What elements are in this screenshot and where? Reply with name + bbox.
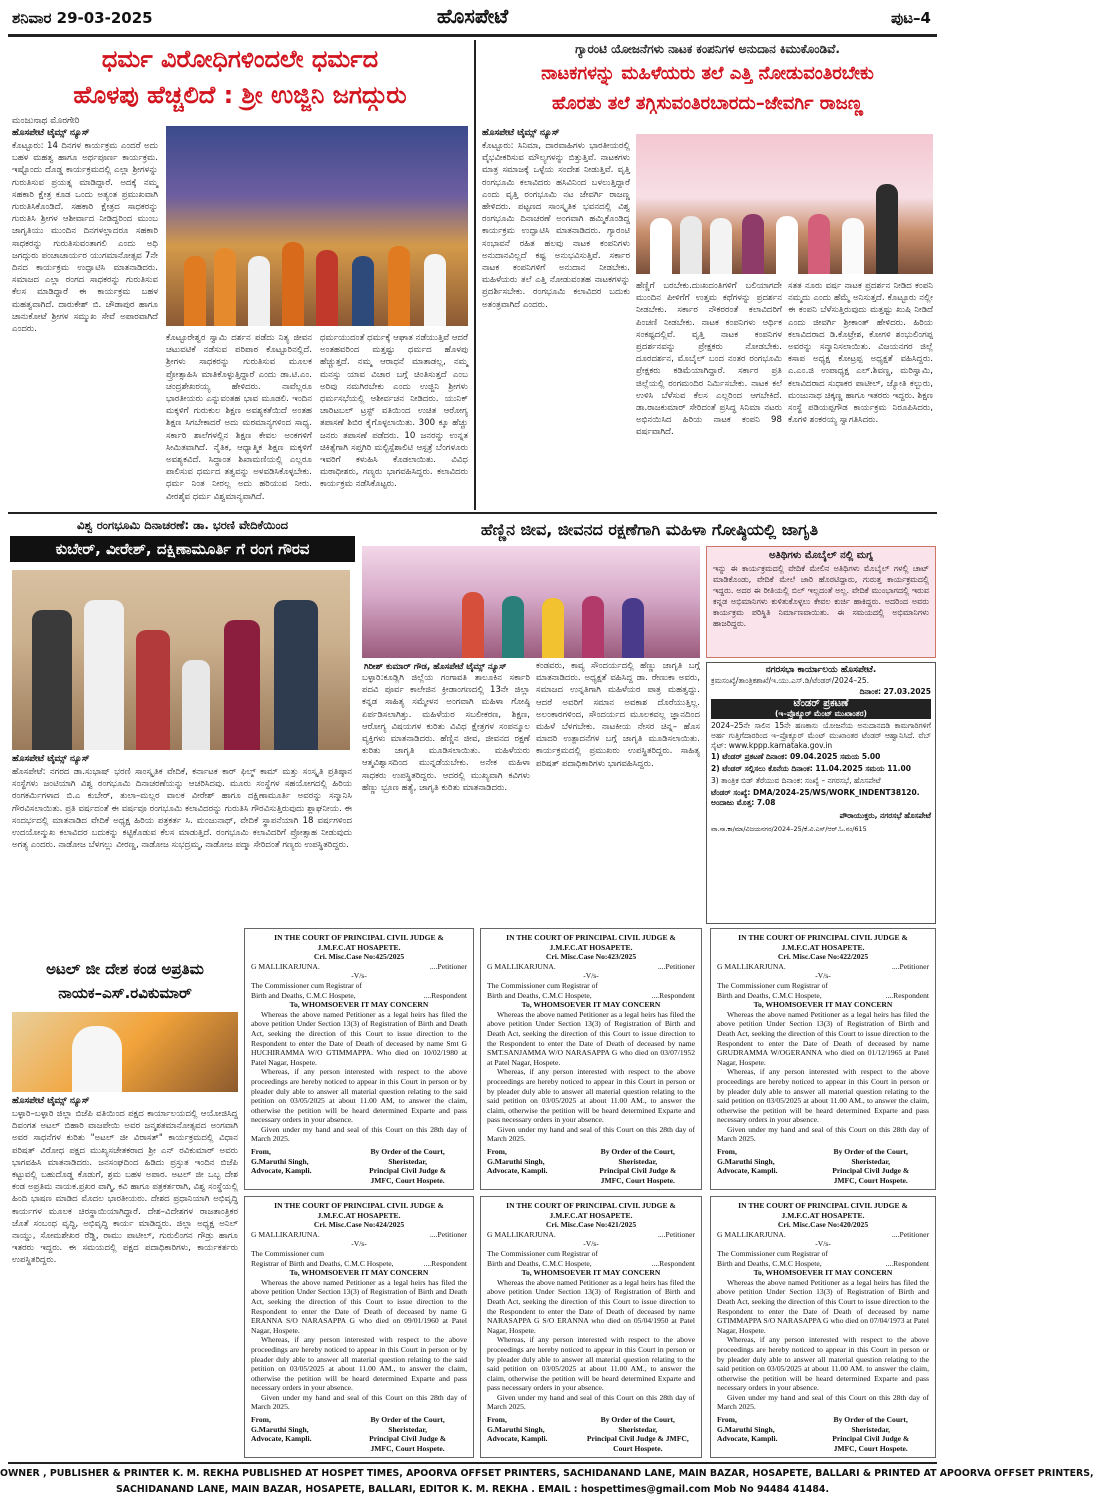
notice-vs: -V/s- bbox=[351, 971, 367, 981]
tender-body: 2024–25ನೇ ಸಾಲಿನ 15ನೇ ಹಣಕಾಸು ಯೋಜನೆಯ ಅನುದಾನದಡಿ ಕಾಮಗಾರಿಗಳಿಗೆ ಅರ್ಹ ಗುತ್ತಿಗೆದಾರರಿಂದ ಇ–ಪ್ರೊಕ್ಯೂರ್ ಮೆಂಟ್ ಮುಖಾಂತರ ಟೆಂಡರ್ ಆಹ್ವಾನಿಸಿದೆ. ವೆಬ್ ಸೈಟ್: www.kppp.karnataka.gov.in bbox=[711, 721, 931, 750]
notice-respondent-tag: ....Respondent bbox=[885, 1258, 929, 1268]
notice-body: Whereas the above named Petitioner as a legal heirs has filed the above petition Under Section 13(3) of Registration of Birth and Death Act, seeking the direction of this Court to issue direction to the Respondent to enter the Date of Death of deceased by name NARASAPPA G S/O ERANNA who died on 05/04/1950 at Patel Nagar, Hospete. bbox=[487, 1277, 695, 1335]
notice-from: From, bbox=[487, 1147, 507, 1157]
notice-petitioner-tag: ....Petitioner bbox=[891, 1229, 929, 1239]
tender-row-3: 3) ತಾಂತ್ರಿಕ ಬಿಡ್ ತೆರೆಯುವ ದಿನಾಂಕ: ಸಂಖ್ಯೆ – ನಗರಸಭೆ, ಹೊಸಪೇಟೆ bbox=[711, 776, 881, 785]
story2-byline: ಹೊಸಪೇಟೆ ಟೈಮ್ಸ್ ನ್ಯೂಸ್ bbox=[482, 128, 560, 138]
notice-respondent-1: The Commissioner cum Registrar of bbox=[717, 1248, 828, 1258]
court-notice bbox=[480, 1196, 702, 1458]
footer-rule bbox=[8, 1462, 937, 1464]
sidebox bbox=[706, 546, 936, 658]
tender-footer: ವಾ.ಸಾ.ಕಾ/ಮಾ/ವಿಜಯನಗರ/2024–25/ಕೆ.ವಿ.ಎಸ್/ಆರ್.ಓ.ನಂ/615 bbox=[711, 825, 867, 833]
notice-body-2: Whereas, if any person interested with respect to the above proceedings are hereby noticed to appear in this Court in person or by pleader duly able to answer all material question relating to the said petition on 03/05/2025 at about 11.00 AM. to answer the claim, otherwise the petition will be heard determined Exparte and pass necessary orders in your absence. bbox=[717, 1335, 929, 1393]
story2-photo bbox=[636, 134, 933, 274]
notice-case-number: Cri. Misc.Case No:423/2025 bbox=[545, 952, 637, 962]
notice-whom: To, WHOMSOEVER IT MAY CONCERN bbox=[753, 1268, 893, 1278]
notice-respondent-2: Birth and Deaths, C.M.C Hospete, bbox=[487, 990, 592, 1000]
notice-advocate-2: Advocate, Kampli. bbox=[717, 1434, 778, 1444]
notice-sign-2: Principal Civil Judge & bbox=[599, 1166, 677, 1176]
sidebox-body: ಇನ್ನು ಈ ಕಾರ್ಯಕ್ರಮದಲ್ಲಿ ವೇದಿಕೆ ಮೇಲಿನ ಅತಿಥಿಗಳು ಮೊಬೈಲ್ ಗಳಲ್ಲಿ ಚಾಟ್ ಮಾಡಿಕೊಂಡು, ವೇದಿಕೆ ಮೇಲೆ ಜಾರಿ ಹೊರಟಿದ್ದಾರು, ಗುರುತ್ತ ಕಾರ್ಯಕ್ರಮದಲ್ಲಿ ಇದ್ದರು. ಅದರ ಈ ರೀತಿಯಲ್ಲಿ ಬಿಲ್ ಇಲ್ಲದಂತೆ ಅಲ್ಲ. ವೇದಿಕೆ ಮುಂಭಾಗದಲ್ಲಿ ಇರುವ ಕನ್ನಡ ಅಭಿಮಾನಿಗಳು ಕುಳಿತುಕೊಳ್ಳಲು ಕೇವಲ ಕುರ್ಚಿ ಹಾಕಿದ್ದರು. ಅದರಿಂದ ಅವರು ಕಾರ್ಯಕ್ರಮ ಪರಿಸ್ಥಿತಿ ನಿರ್ಮಾಣವಾಯಿತು. ಈ ಸಮಯದಲ್ಲಿ ಅಭಿಮಾನಿಗಳು ಹಾಜರಿದ್ದರು. bbox=[713, 564, 929, 628]
notice-respondent-1: The Commissioner cum Registrar of bbox=[717, 980, 828, 990]
notice-advocate-2: Advocate, Kampli. bbox=[251, 1434, 312, 1444]
notice-case-number: Cri. Misc.Case No:422/2025 bbox=[777, 952, 869, 962]
notice-petitioner: G MALLIKARJUNA. bbox=[251, 961, 320, 971]
masthead-rule bbox=[8, 34, 937, 37]
notice-body: Whereas the above named Petitioner as a legal heirs has filed the above petition Under Section 13(3) of Registration of Birth and Death Act, seeking the direction of this Court to issue direction to the Respondent to enter the Date of Death of deceased by name SMT.SANJAMMA W/O NARASAPPA G who died on 03/07/1952 at Patel Nagar, Hospete. bbox=[487, 1009, 695, 1067]
notice-by-order: By Order of the Court, bbox=[600, 1147, 675, 1157]
tender-row-2: 2) ಟೆಂಡರ್ ಸಲ್ಲಿಸಲು ಕೊನೆಯ ದಿನಾಂಕ: 11.04.2025 ಸಮಯ 11.00 bbox=[711, 764, 911, 773]
notice-petitioner: G MALLIKARJUNA. bbox=[487, 1229, 556, 1239]
notice-sign-2: Principal Civil Judge & bbox=[369, 1166, 447, 1176]
story2-headline-1: ನಾಟಕಗಳನ್ನು ಮಹಿಳೆಯರು ತಲೆ ಎತ್ತಿ ನೋಡುವಂತಿರಬೇಕು bbox=[541, 63, 874, 84]
court-notice bbox=[710, 928, 936, 1190]
notice-advocate-1: G.Maruthi Singh, bbox=[487, 1424, 545, 1434]
notice-court-2: J.M.F.C.AT HOSAPETE. bbox=[317, 1210, 401, 1220]
notice-petitioner: G MALLIKARJUNA. bbox=[251, 1229, 320, 1239]
notice-given: Given under my hand and seal of this Court on this 28th day of March 2025. bbox=[251, 1392, 467, 1412]
court-notice bbox=[244, 928, 474, 1190]
notice-by-order: By Order of the Court, bbox=[600, 1415, 675, 1425]
notice-respondent-2: Birth and Deaths, C.M.C Hospete, bbox=[487, 1258, 592, 1268]
notice-sign-2: Principal Civil Judge & bbox=[832, 1434, 910, 1444]
notice-court-1: IN THE COURT OF PRINCIPAL CIVIL JUDGE & bbox=[506, 1201, 676, 1210]
tender-notice bbox=[706, 662, 936, 924]
notice-whom: To, WHOMSOEVER IT MAY CONCERN bbox=[521, 1000, 661, 1010]
notice-from: From, bbox=[717, 1147, 737, 1157]
notice-respondent-2: Registrar of Birth and Deaths, C.M.C Hospete, bbox=[251, 1258, 394, 1268]
notice-body-2: Whereas, if any person interested with respect to the above proceedings are hereby noticed to appear in this Court in person or by pleader duly able to answer all material question relating to the said petition on 03/05/2025 at about 11.00 AM, to answer the claim, otherwise the petition will be heard determined Exparte and pass necessary orders in your absence. bbox=[251, 1067, 467, 1125]
notice-court-2: J.M.F.C.AT HOSAPETE. bbox=[549, 942, 633, 952]
column-rule-top bbox=[474, 40, 476, 510]
notice-respondent-2: Birth and Deaths, C.M.C Hospete, bbox=[717, 990, 822, 1000]
notice-sign-2: Principal Civil Judge & bbox=[369, 1434, 447, 1444]
notice-court-1: IN THE COURT OF PRINCIPAL CIVIL JUDGE & bbox=[274, 933, 444, 942]
notice-sign-2: Principal Civil Judge & bbox=[832, 1166, 910, 1176]
notice-given: Given under my hand and seal of this Court on this 28th day of March 2025. bbox=[487, 1124, 695, 1144]
story1-headline-1: ಧರ್ಮ ವಿರೋಧಿಗಳಿಂದಲೇ ಧರ್ಮದ bbox=[101, 45, 379, 73]
tender-office: ನಗರಸಭಾ ಕಾರ್ಯಾಲಯ ಹೊಸಪೇಟೆ. bbox=[765, 665, 877, 675]
notice-body-2: Whereas, if any person interested with respect to the above proceedings are hereby noticed to appear in this Court in person or by pleader duly able to answer all material question relating to the said petition on 03/05/2025 at about 11.00 AM., to answer the claim, otherwise the petition will be heard determined Exparte and pass necessary orders in your absence. bbox=[251, 1335, 467, 1393]
notice-sign-3: JMFC, Court Hospete. bbox=[833, 1175, 908, 1185]
notice-sign-2: Principal Civil Judge & JMFC, bbox=[586, 1434, 689, 1444]
notice-advocate-1: G.Maruthi Singh, bbox=[251, 1424, 309, 1434]
story4-body: ಬಳ್ಳಾರಿ–ಬಳ್ಳಾರಿ ಜಿಲ್ಲಾ ಬಿಜೆಪಿ ವತಿಯಿಂದ ಪಕ್ಷದ ಕಾರ್ಯಾಲಯದಲ್ಲಿ ಆಯೋಜಿಸಿದ್ದ ದಿವಂಗತ ಅಟಲ್ ಬಿಹಾರಿ ವಾಜಪೇಯಿ ಅವರ ಜನ್ಮಶತಮಾನೋತ್ಸವದ ಅಂಗವಾಗಿ ಅವರ ಸಾಧನೆಗಳ ಕುರಿತು "ಅಟಲ್ ಜೀ ವಿರಾಸತ್" ಕಾರ್ಯಕ್ರಮದಲ್ಲಿ ವಿಧಾನ ಪರಿಷತ್ ವಿರೋಧ ಪಕ್ಷದ ಮುಖ್ಯಸಚೇತಕರಾದ ಶ್ರೀ ಎನ್ ರವಿಕುಮಾರ್ ಅವರು ಭಾಗವಹಿಸಿ ಮಾತನಾಡಿದರು. ಜನಸಂಘದಿಂದ ಹಿಡಿದು ಪ್ರಸ್ತುತ ಇಂದಿನ ಬಿಜೆಪಿ ಕಟ್ಟುವಲ್ಲಿ ಬಹುದೊಡ್ಡ ಕೊಡುಗೆ, ಶ್ರಮ ಬಹಳ ಅಪಾರ. ಅಟಲ್ ಜೀ ಒಬ್ಬ ದೇಶ ಕಂಡ ಅಪ್ರತಿಮ ನಾಯಕ.ಪ್ರಖರ ವಾಗ್ಮಿ, ಕವಿ ಹಾಗೂ ಪತ್ರಕರ್ತರಾಗಿ, ವಿಶ್ವ ಸಂಸ್ಥೆಯಲ್ಲಿ ಹಿಂದಿ ಭಾಷಣ ಮಾಡಿದ ಮೊದಲ ಭಾರತೀಯರು. ದೇಶದ ಪ್ರಧಾನಿಯಾಗಿ ಅಭಿವೃದ್ಧಿ ಕಾರ್ಯಗಳ ಮೂಲಕ ಚಿರಸ್ಥಾಯಿಯಾಗಿದ್ದಾರೆ. ದೇಶ–ವಿದೇಶಗಳ ರಾಜತಾಂತ್ರಿಕರ ಜೊತೆ ಸಂಬಂಧ ವೃದ್ಧಿ, ಅಭಿವೃದ್ಧಿ ಕಾರ್ಯ ಮಾಡಿದ್ದರು. ಜಿಲ್ಲಾ ಅಧ್ಯಕ್ಷ ಅನಿಲ್ ನಾಯ್ಡು, ಸೋಮಶೇಖರ ರೆಡ್ಡಿ, ರಾಮು ಪಾಟೀಲ್, ಗುರುಲಿಂಗನ ಗೌಡ್ರು ಹಾಗೂ ಇತರರು ಇದ್ದರು. ಈ ಸಮಯದಲ್ಲಿ ಪಕ್ಷದ ಪದಾಧಿಕಾರಿಗಳು, ಕಾರ್ಯಕರ್ತರು ಉಪಸ್ಥಿತರಿದ್ದರು. bbox=[12, 1109, 238, 1266]
notice-vs: -V/s- bbox=[583, 1239, 599, 1249]
story1-col2: ಕೊಟ್ಟೂರೇಶ್ವರ ಸ್ವಾಮಿ ದರ್ಶನ ಪಡೆದು ನಿತ್ಯ ಜೀವನ ಚಟುವಟಿಕೆ ನಡೆಸುವ ಪರಿಪಾಠ ಕೊಟ್ಟೂರಿನಲ್ಲಿದೆ. ಶ್ರೀಗಳು ಸಾಧಕರನ್ನು ಗುರುತಿಸುವ ಮೂಲಕ ಪ್ರೋತ್ಸಾಹಿಸಿ ಮಾತಿಕೊಳ್ಳುತ್ತಿದ್ದಾರೆ ಎಂದು ಡಾ.ಟಿ.ಎಂ. ಚಂದ್ರಶೇಖರಯ್ಯ ಹೇಳಿದರು. ನಾವೆಲ್ಲರೂ ಭಾರತೀಯರು ಎನ್ನುವಂತಹ ಭಾವ ಮೂಡಲಿ. ಇಂದಿನ ಮಕ್ಕಳಿಗೆ ಗುರುಕುಲ ಶಿಕ್ಷಣ ಅವಶ್ಯಕತೆಯಿದೆ ಅಂತಹ ಶಿಕ್ಷಣ ಸಿಗಬೇಕಾದರೆ ಅದು ಮಠಮಾನ್ಯಗಳಿಂದ ಸಾಧ್ಯ. ಸರ್ಕಾರಿ ಶಾಲೆಗಳಲ್ಲಿನ ಶಿಕ್ಷಣ ಕೇವಲ ಅಂಕಗಳಿಗೆ ಸೀಮಿತವಾಗಿದೆ. ನೈತಿಕ, ಆಧ್ಯಾತ್ಮಿಕ ಶಿಕ್ಷಣ ಮಕ್ಕಳಿಗೆ ಅವಶ್ಯಕವಿದೆ. ಸಿದ್ಧಾಂತ ಶಿಖಾಮಣಿಯಲ್ಲಿ ಎಲ್ಲರೂ ಪಾಲಿಸುವ ಧರ್ಮದ ತತ್ವವನ್ನು ಅಳವಡಿಸಿಕೊಳ್ಳಬೇಕು. ಧರ್ಮ ನಿಂತ ನೀರಲ್ಲ ಅದು ಹರಿಯುವ ನೀರು. ವೀರಶೈವ ಧರ್ಮ ವಿಶ್ವಮಾನ್ಯವಾಗಿದೆ. bbox=[166, 333, 312, 502]
notice-respondent-tag: ....Respondent bbox=[885, 990, 929, 1000]
notice-petitioner-tag: ....Petitioner bbox=[429, 1229, 467, 1239]
notice-by-order: By Order of the Court, bbox=[370, 1415, 445, 1425]
story-jevargi bbox=[480, 40, 935, 512]
notice-sign-1: Sheristedar, bbox=[851, 1424, 891, 1434]
notice-sign-1: Sheristedar, bbox=[618, 1156, 658, 1166]
story2-kicker: ಗ್ಯಾರಂಟಿ ಯೋಜನೆಗಳು ನಾಟಕ ಕಂಪನಿಗಳ ಅನುದಾನ ಕಿಮುಕೊಂಡಿವೆ. bbox=[575, 42, 840, 56]
page-number: ಪುಟ–4 bbox=[891, 9, 931, 27]
notice-body-2: Whereas, if any person interested with respect to the above proceedings are hereby noticed to appear in this Court in person or by pleader duly able to answer all material question relating to the said petition on 03/05/2025 at about 11.00 AM., to answer the claim, otherwise the petition will be heard determined Exparte and pass necessary orders in your absence. bbox=[487, 1335, 695, 1393]
story4-headline-1: ಅಟಲ್ ಜೀ ದೇಶ ಕಂಡ ಅಪ್ರತಿಮ bbox=[46, 960, 204, 978]
notice-given: Given under my hand and seal of this Court on this 28th day of March 2025. bbox=[717, 1124, 929, 1144]
notice-respondent-tag: ....Respondent bbox=[651, 1258, 695, 1268]
story-ranga-gourava bbox=[10, 516, 355, 952]
story3-photo bbox=[12, 570, 350, 750]
tender-row-1: 1) ಟೆಂಡರ್ ಪ್ರಕಟಣೆ ದಿನಾಂಕ: 09.04.2025 ಸಮಯ 5.00 bbox=[711, 752, 881, 761]
notice-respondent-tag: ....Respondent bbox=[423, 990, 467, 1000]
story4-byline: ಹೊಸಪೇಟೆ ಟೈಮ್ಸ್ ನ್ಯೂಸ್ bbox=[12, 1096, 90, 1106]
newspaper-title: ಹೊಸಪೇಟೆ bbox=[436, 4, 509, 28]
notice-advocate-1: G.Maruthi Singh, bbox=[717, 1424, 775, 1434]
tender-sign: ಪೌರಾಯುಕ್ತರು, ನಗರಸಭೆ ಹೊಸಪೇಟೆ bbox=[839, 811, 931, 820]
notice-respondent-tag: ....Respondent bbox=[651, 990, 695, 1000]
notice-advocate-2: Advocate, Kampli. bbox=[487, 1434, 548, 1444]
story4-headline-2: ನಾಯಕ–ಎಸ್.ರವಿಕುಮಾರ್ bbox=[58, 984, 192, 1002]
notice-by-order: By Order of the Court, bbox=[833, 1147, 908, 1157]
court-notice bbox=[480, 928, 702, 1190]
notice-whom: To, WHOMSOEVER IT MAY CONCERN bbox=[753, 1000, 893, 1010]
story5-byline: ಗಿರೀಶ್ ಕುಮಾರ್ ಗೌಡ, ಹೊಸಪೇಟೆ ಟೈಮ್ಸ್ ನ್ಯೂಸ್ bbox=[364, 662, 507, 672]
tender-ref: ಕ್ರಮಸಂಖ್ಯೆ/ತಾಂತ್ರಿಕಶಾಖೆ/ಇ.ಯು.ಎಸ್.ಡಿ/ಟೆಂಡರ್/2024–25. bbox=[711, 676, 870, 685]
notice-court-1: IN THE COURT OF PRINCIPAL CIVIL JUDGE & bbox=[738, 1201, 908, 1210]
notice-sign-1: Sheristedar, bbox=[388, 1156, 427, 1166]
notice-vs: -V/s- bbox=[815, 971, 831, 981]
story-ujjini bbox=[10, 40, 470, 512]
story1-photo bbox=[166, 126, 468, 326]
notice-given: Given under my hand and seal of this Court on this 28th day of March 2025. bbox=[251, 1124, 467, 1144]
notice-petitioner-tag: ....Petitioner bbox=[657, 961, 695, 971]
notice-petitioner-tag: ....Petitioner bbox=[657, 1229, 695, 1239]
story1-col3: ಧರ್ಮಯುದಂತೆ ಧರ್ಮಕ್ಕೆ ಆಘಾತ ನಡೆಯುತ್ತಿವೆ ಆದರೆ ಅಂತಹವರಿಂದ ಮತ್ತಷ್ಟು ಧರ್ಮದ ಹೊಳಪು ಹೆಚ್ಚುತ್ತದೆ. ನಮ್ಮ ಆರಾಧನೆ ಮಾತಾಡಲ್ಲ, ನಮ್ಮ ಮನಸ್ಸು ಯಾವ ವಿಚಾರ ಬಗ್ಗೆ ಚಿಂತಿಸುತ್ತದೆ ಎಂಬ ಅರಿವು ನಮಗಿರಬೇಕು ಎಂದು ಉಜ್ಜಿನಿ ಶ್ರೀಗಳು ಧರ್ಮಸಭೆಯಲ್ಲಿ ಆಶೀರ್ವಚನ ನೀಡಿದರು. ಯುನಿಕ್ ಚಾರಿಟಬಲ್ ಟ್ರಸ್ಟ್ ವತಿಯಿಂದ ಉಚಿತ ಆರೋಗ್ಯ ತಪಾಸಣೆ ಶಿಬಿರ ಕೈಗೊಳ್ಳಲಾಯಿತು. 300 ಕ್ಕೂ ಹೆಚ್ಚು ಜನರು ತಪಾಸಣೆ ಪಡೆದರು. 10 ಜನರನ್ನು ಉನ್ನತ ಚಿಕಿತ್ಸೆಗಾಗಿ ಸಪ್ತಗಿರಿ ಮಲ್ಟಿಸ್ಪೆಶಾಲಿಟಿ ಆಸ್ಪತ್ರೆ ಬೆಂಗಳೂರು ಇವರಿಗೆ ಕಳುಹಿಸಿ ಕೊಡಲಾಯಿತು. ವಿವಿಧ ಮಠಾಧೀಶರು, ಗಣ್ಯರು ಭಾಗವಹಿಸಿದ್ದರು. ಕಲಾವಿದರು ಕಾರ್ಯಕ್ರಮ ನಡೆಸಿಕೊಟ್ಟರು. bbox=[320, 333, 468, 490]
sidebox-title: ಅತಿಥಿಗಳು ಮೊಬೈಲ್ ನಲ್ಲಿ ಮಗ್ನ bbox=[768, 550, 874, 561]
notice-from: From, bbox=[487, 1415, 507, 1425]
notice-by-order: By Order of the Court, bbox=[370, 1147, 445, 1157]
notice-court-1: IN THE COURT OF PRINCIPAL CIVIL JUDGE & bbox=[274, 1201, 444, 1210]
story1-byline: ಹೊಸಪೇಟೆ ಟೈಮ್ಸ್ ನ್ಯೂಸ್ bbox=[12, 128, 90, 138]
notice-from: From, bbox=[717, 1415, 737, 1425]
notice-sign-1: Sheristedar, bbox=[388, 1424, 427, 1434]
notice-from: From, bbox=[251, 1147, 271, 1157]
story4-photo bbox=[12, 1012, 238, 1092]
notice-body: Whereas the above named Petitioner as a legal heirs has filed the above petition Under Section 13(3) of Registration of Birth and Death Act, seeking the direction of this Court to issue direction to the Respondent to enter the Date of Death of deceased by name GTIMMAPPA S/O NARASAPPA G who died on 07/04/1973 at Patel Nagar, Hospete. bbox=[717, 1277, 929, 1335]
notice-sign-3: JMFC, Court Hospete. bbox=[370, 1175, 445, 1185]
notice-court-1: IN THE COURT OF PRINCIPAL CIVIL JUDGE & bbox=[738, 933, 908, 942]
notice-petitioner-tag: ....Petitioner bbox=[891, 961, 929, 971]
notice-sign-1: Sheristedar, bbox=[618, 1424, 658, 1434]
notice-petitioner-tag: ....Petitioner bbox=[429, 961, 467, 971]
notice-advocate-2: Advocate, Kampli. bbox=[251, 1166, 312, 1176]
notice-whom: To, WHOMSOEVER IT MAY CONCERN bbox=[521, 1268, 661, 1278]
notice-by-order: By Order of the Court, bbox=[833, 1415, 908, 1425]
notice-respondent-2: Birth and Deaths, C.M.C Hospete, bbox=[251, 990, 356, 1000]
story3-kicker: ವಿಶ್ವ ರಂಗಭೂಮಿ ದಿನಾಚರಣೆ: ಡಾ. ಭರಣಿ ವೇದಿಕೆಯಿಂದ bbox=[76, 518, 289, 532]
story2-col3: ಸತತ ನೂರು ವರ್ಷ ನಾಟಕ ಪ್ರದರ್ಶನ ನೀಡಿದ ಕಂಪನಿ ನಮ್ಮದು ಎಂದು ಹೆಮ್ಮೆ ಅನಿಸುತ್ತದೆ. ಕೊಟ್ಟೂರು ನಲ್ಲೀ ಈ ಕಂಪನಿ ಬೆಳೆಸುತ್ತಿರುವುದು ಮತ್ತಷ್ಟು ಖುಷಿ ನೀಡಿದೆ ಎಂದು ಜೀವರ್ಗಿ ಶ್ರೀಕಾಂತ್ ಹೇಳಿದರು. ಹಿರಿಯ ಕಲಾವಿದರಾದ ಡಿ.ಕೊಟ್ರೇಶ, ಕೋಗಳಿ ಶಂಭುಲಿಂಗಪ್ಪ ಅವರನ್ನು ಸನ್ಮಾನಿಸಲಾಯಿತು. ವಿಜಯನಗರ ಜಿಲ್ಲೆ ಕಸಾಪ ಅಧ್ಯಕ್ಷ ಕೋಟ್ರಪ್ಪ ಅಧ್ಯಕ್ಷತೆ ವಹಿಸಿದ್ದರು. ಎ.ಎಂ.ಜಿ ಉಪಾಧ್ಯಕ್ಷ ಎಲ್.ಶಿವಣ್ಣ, ಮರಿಸ್ವಾಮಿ, ಕಲಾವಿದರಾದ ಸುಧಾಕರ ಪಾಟೀಲ್, ಜ್ಯೋತಿ ಕಲ್ಬುರು, ಮಂಜುನಾಥ ಚಿಕ್ಕಣ್ಣ ಹಾಗೂ ಇತರರು ಇದ್ದರು. ಶಿಕ್ಷಣ ಸಂಸ್ಥೆ ಪಡಿಯಪ್ಪಗೌಡ ಕಾರ್ಯಕ್ರಮ ನಿರೂಪಿಸಿದರು, ಕೊಗಳಿ ಶಂಕರಯ್ಯ ಸ್ವಾಗತಿಸಿದರು. bbox=[788, 281, 933, 426]
notice-respondent-1: The Commissioner cum Registrar of bbox=[487, 980, 598, 990]
notice-body: Whereas the above named Petitioner as a legal heirs has filed the above petition Under Section 13(3) of Registration of Birth and Death Act, seeking the direction of this Court to issue direction to the Respondent to enter the Date of Death of deceased by name Smt G HUCHIRAMMA W/O GTIMMAPPA. Who died on 10/02/1980 at Patel Nagar, Hospete. bbox=[251, 1009, 467, 1067]
notice-case-number: Cri. Misc.Case No:420/2025 bbox=[777, 1220, 869, 1230]
notice-court-2: J.M.F.C.AT HOSAPETE. bbox=[549, 1210, 633, 1220]
notice-respondent-1: The Commissioner cum Registrar of bbox=[487, 1248, 598, 1258]
story1-lead: ಕೊಟ್ಟೂರು: 14 ದಿನಗಳ ಕಾರ್ಯಕ್ರಮ ಎಂದರೆ ಅದು ಬಹಳ ಮಹತ್ವ ಹಾಗೂ ಅರ್ಥಪೂರ್ಣ ಕಾರ್ಯಕ್ರಮ. ಇಷ್ಟೊಂದು ದೊಡ್ಡ ಕಾರ್ಯಕ್ರಮದಲ್ಲಿ ಎಲ್ಲಾ ಶ್ರೀಗಳನ್ನು ಗುರುತಿಸುವ ಪ್ರಯತ್ನ ಮಾಡಿದ್ದಾರೆ. ಅದಕ್ಕೆ ನಮ್ಮ ಸಹಕಾರಿ ಕ್ಷೇತ್ರ ಕೂಡ ಒಂದು ಅತ್ಯಂತ ಪ್ರಮುಖವಾಗಿ ಗುರುತಿಸಿಕೊಂಡಿದೆ. ಸಹಕಾರಿ ಕ್ಷೇತ್ರದ ಸಾಧಕರನ್ನು ಗುರುತಿಸಿ ಶ್ರೀಗಳ ಆಶೀರ್ವಾದ ನೀಡಿದ್ದರಿಂದ ಮುಂಬ ಜಾಗೃತಿಯು ಮುಂದಿನ ದಿನಗಳಲ್ಲಾದರೂ ಸಹಕಾರಿ ಸಾಧಕರನ್ನು ಗುರುತಿಸುವಂತಾಗಲಿ ಎಂದು ಅಧಿ ಜಗದ್ಗುರು ಪಂಚಾಚಾರ್ಯರ ಯುಗಮಾನೋತ್ಸವ 7ನೇ ದಿನದ ಕಾರ್ಯಕ್ರಮ ಉದ್ಘಾಟಿಸಿ ಮಾತನಾಡಿದರು. ಸಮಾಜದ ಎಲ್ಲಾ ರಂಗದ ಸಾಧಕರನ್ನು ಗುರುತಿಸುವ ಕೆಲಸ ಮಾಡಿದ್ದಾರೆ ಈ ಕಾರ್ಯಕ್ರಮ ಬಹಳ ಮಹತ್ವವಾಗಿದೆ. ದಾರುಕೇಶ್ ಬಿ. ಚೌಡಾಪುರ ಹಾಗೂ ಚಾನುಕೋಟೆ ಶ್ರೀಗಳ ಸಮ್ಮುಖ ಸೇವೆ ಅಪಾರವಾಗಿದೆ ಎಂದರು. bbox=[12, 141, 158, 335]
notice-sign-3: Court Hospete. bbox=[613, 1443, 663, 1453]
notice-whom: To, WHOMSOEVER IT MAY CONCERN bbox=[289, 1000, 429, 1010]
story2-headline-2: ಹೊರತು ತಲೆ ತಗ್ಗಿಸುವಂತಿರಬಾರದು–ಜೇವರ್ಗಿ ರಾಜಣ್ಣ bbox=[552, 93, 863, 114]
notice-court-2: J.M.F.C.AT HOSAPETE. bbox=[781, 942, 865, 952]
tender-subtitle: (ಇ–ಪ್ರೊಕ್ಯೂರ್ ಮೆಂಟ್ ಮುಖಾಂತರ) bbox=[711, 709, 931, 719]
story5-photo bbox=[362, 546, 700, 658]
notice-respondent-tag: ....Respondent bbox=[423, 1258, 467, 1268]
notice-given: Given under my hand and seal of this Court on this 28th day of March 2025. bbox=[487, 1392, 695, 1412]
notice-advocate-1: G.Maruthi Singh, bbox=[251, 1156, 309, 1166]
section-rule-middle bbox=[8, 512, 937, 514]
notice-petitioner: G MALLIKARJUNA. bbox=[487, 961, 556, 971]
notice-petitioner: G MALLIKARJUNA. bbox=[717, 961, 786, 971]
story3-headline: ಕುಬೇರ್, ವೀರೇಶ್, ದಕ್ಷಿಣಾಮೂರ್ತಿ ಗೆ ರಂಗ ಗೌರವ bbox=[10, 536, 355, 562]
notice-respondent-1: The Commissioner cum bbox=[251, 1248, 324, 1258]
story3-body: ಹೊಸಪೇಟೆ: ನಗರದ ಡಾ.ಸುಭಾಷ್ ಭರಣಿ ಸಾಂಸ್ಕೃತಿಕ ವೇದಿಕೆ, ಕರ್ನಾಟಕ ಕಾರ್ ಫಿಲ್ಮ್ ಕಾಮ್ ಮತ್ತು ಸಂಸ್ಕೃತಿ ಪ್ರತಿಷ್ಠಾನ ಸಂಸ್ಥೆಗಳು ಜಂಟಿಯಾಗಿ ವಿಶ್ವ ರಂಗಭೂಮಿ ದಿನಾಚರಣೆಯನ್ನು ಆಚರಿಸಿದವು. ಮೂರು ಸಂಸ್ಥೆಗಳ ಸಹಯೋಗದಲ್ಲಿ ಹಿರಿಯ ರಂಗಕರ್ಮಿಗಳಾದ ಬಿ.ಎ ಕುಬೇರ್, ತುಲಾ–ಮಲ್ಲರ ವಾಲಕ ವೀರೇಶ್ ಹಾಗೂ ದಕ್ಷಿಣಾಮೂರ್ತಿ ಅವರನ್ನು ಸನ್ಮಾನಿಸಿ ಗೌರವಿಸಲಾಯಿತು. ಪ್ರತಿ ವರ್ಷದಂತೆ ಈ ವರ್ಷವೂ ರಂಗಭೂಮಿ ಕಲಾವಿದರನ್ನು ಗುರುತಿಸಿ ಗೌರವಿಸುತ್ತಿರುವುದು ಶ್ಲಾಘನೀಯ. ಈ ಸಂದರ್ಭದಲ್ಲಿ ಮಾತನಾಡಿದ ವೇದಿಕೆ ಅಧ್ಯಕ್ಷ ಹಿರಿಯ ಪತ್ರಕರ್ತ ಸಿ. ಮಂಜುನಾಥ್, ವೇದಿಕೆ ಸ್ಥಾಪನೆಯಾಗಿ 18 ವರ್ಷಗಳಿಂದ ಉದಯೋನ್ಮುಖ ಕಲಾವಿದರ ಬದುಕನ್ನು ಕಟ್ಟಿಕೊಡುವ ಕೆಲಸ ಮಾಡುತ್ತಿದೆ. ರಂಗಭೂಮಿ ಕಲಾವಿದರಿಗೆ ಪ್ರೋತ್ಸಾಹ ನೀಡುವುದು ಅಗತ್ಯ ಎಂದರು. ನಾಡೋಜ ಬೆಳಗಲ್ಲು ವೀರಣ್ಣ, ನಾಡೋಜ ಸುಭದ್ರಮ್ಮ, ನಾಡೋಜ ಪದ್ಮಾ ಸೇರಿದಂತೆ ಗಣ್ಯರು ಉಪಸ್ಥಿತರಿದ್ದರು. bbox=[12, 767, 352, 851]
notice-sign-1: Sheristedar, bbox=[851, 1156, 891, 1166]
notice-vs: -V/s- bbox=[815, 1239, 831, 1249]
notice-given: Given under my hand and seal of this Court on this 28th day of March 2025. bbox=[717, 1392, 929, 1412]
notice-advocate-1: G.Maruthi Singh, bbox=[487, 1156, 545, 1166]
notice-vs: -V/s- bbox=[583, 971, 599, 981]
story2-col2: ಹೆಣ್ಣಿಗೆ ಬರಬೇಕು.ದುಃಖದಂತಿಗಳಿಗೆ ಬಲಿಯಾಗದೇ ಮುಂದಿನ ಪೀಳಿಗೆಗೆ ಉತ್ತಮ ಕಥೆಗಳನ್ನು ಪ್ರದರ್ಶನ ನೀಡಬೇಕು. ಸರ್ಕಾರ ನೌಕರರಂತೆ ಕಲಾವಿದರಿಗೆ ಪಿಂಚಣಿ ನೀಡಬೇಕು. ನಾಟಕ ಕಂಪನಿಗಳು ಆರ್ಥಿಕ ಸಂಕಷ್ಟದಲ್ಲಿವೆ. ವೃತ್ತಿ ನಾಟಕ ಕಂಪನಿಗಳ ಪ್ರದರ್ಶನವನ್ನು ಪ್ರೇಕ್ಷಕರು ನೋಡಬೇಕು. ದೂರದರ್ಶನ, ಮೊಬೈಲ್ ಬಂದ ನಂತರ ರಂಗಭೂಮಿ ಪ್ರೇಕ್ಷಕರು ಕಡಿಮೆಯಾಗಿದ್ದಾರೆ. ಸರ್ಕಾರ ಪ್ರತಿ ಜಿಲ್ಲೆಯಲ್ಲಿ ರಂಗಮಂದಿರ ನಿರ್ಮಿಸಬೇಕು. ನಾಟಕ ಕಲೆ ಉಳಿಸಿ ಬೆಳೆಸುವ ಕೆಲಸ ಎಲ್ಲರಿಂದ ಆಗಬೇಕಿದೆ. ಡಾ.ರಾಜಕುಮಾರ್ ಸೇರಿದಂತೆ ಪ್ರಸಿದ್ಧ ಸಿನಿಮಾ ನಟರು ಅಭಿನಯಿಸಿದ ಹಿರಿಯ ನಾಟಕ ಕಂಪನಿ 98 ವರ್ಷವಾಗಿದೆ. bbox=[636, 281, 782, 438]
court-notice bbox=[710, 1196, 936, 1458]
story5-col1: ಬಳ್ಳಾರಿ:ಕೂಡ್ಲಿಗಿ ಜಿಲ್ಲೆಯ ಗಂಗಾವತಿ ತಾಲೂಕಿನ ಸರ್ಕಾರಿ ಪದವಿ ಪೂರ್ವ ಕಾಲೇಜಿನ ಕ್ರೀಡಾಂಗಣದಲ್ಲಿ 13ನೇ ಜಿಲ್ಲಾ ಕನ್ನಡ ಸಾಹಿತ್ಯ ಸಮ್ಮೇಳನ ಅಂಗವಾಗಿ ಮಹಿಳಾ ಗೋಷ್ಠಿ ಏರ್ಪಡಿಸಲಾಗಿತ್ತು. ಮಹಿಳೆಯರ ಸಬಲೀಕರಣ, ಶಿಕ್ಷಣ, ಆರೋಗ್ಯ ವಿಷಯಗಳ ಕುರಿತು ವಿವಿಧ ಕ್ಷೇತ್ರಗಳ ಸಂಪನ್ಮೂಲ ವ್ಯಕ್ತಿಗಳು ಮಾತನಾಡಿದರು. ಹೆಣ್ಣಿನ ಜೀವ, ಜೀವನದ ರಕ್ಷಣೆ ಕುರಿತು ಜಾಗೃತಿ ಮೂಡಿಸಲಾಯಿತು. ಮಹಿಳೆಯರು ಆತ್ಮವಿಶ್ವಾಸದಿಂದ ಮುನ್ನಡೆಯಬೇಕು. ಅನೇಕ ಮಹಿಳಾ ಸಾಧಕರು ಉಪಸ್ಥಿತರಿದ್ದರು. ಆದರಲ್ಲಿ ಮುಖ್ಯವಾಗಿ ಕವಿಗಳು ಹೆಣ್ಣು ಭ್ರೂಣ ಹತ್ಯೆ, ಜಾಗೃತಿ ಕುರಿತು ಮಾತನಾಡಿದರು. bbox=[362, 673, 530, 793]
story2-col1: ಕೊಟ್ಟೂರು: ಸಿನಿಮಾ, ದಾರವಾಹಿಗಳು ಭಾರತೀಯರಲ್ಲಿ ವೈಭವೀಕರಿಸುವ ಮೌಲ್ಯಗಳನ್ನು ಬಿತ್ತುತ್ತಿವೆ. ನಾಟಕಗಳು ಮಾತ್ರ ಸಮಾಜಕ್ಕೆ ಒಳ್ಳೆಯ ಸಂದೇಶ ನೀಡುತ್ತಿವೆ. ವೃತ್ತಿ ರಂಗಭೂಮಿ ಕಲಾವಿದರು ಹಸಿವಿನಿಂದ ಬಳಲುತ್ತಿದ್ದಾರೆ ಎಂದು ವೃತ್ತಿ ರಂಗಭೂಮಿ ನಟ ಜೇವರ್ಗಿ ರಾಜಣ್ಣ ಹೇಳಿದರು. ಪಟ್ಟಣದ ಸಾಂಸ್ಕೃತಿಕ ಭವನದಲ್ಲಿ ವಿಶ್ವ ರಂಗಭೂಮಿ ದಿನಾಚರಣೆ ಅಂಗವಾಗಿ ಹಮ್ಮಿಕೊಂಡಿದ್ದ ಕಾರ್ಯಕ್ರಮ ಉದ್ಘಾಟಿಸಿ ಮಾತನಾಡಿದರು. ಗ್ಯಾರಂಟಿ ಸಂಭಾವನೆ ರಹಿತ ಹಲವು ನಾಟಕ ಕಂಪನಿಗಳು ಅನುದಾನವಿಲ್ಲದೆ ಕಷ್ಟ ಅನುಭವಿಸುತ್ತಿವೆ. ಸರ್ಕಾರ ನಾಟಕ ಕಂಪನಿಗಳಿಗೆ ಅನುದಾನ ನೀಡಬೇಕು. ಮಹಿಳೆಯರು ತಲೆ ಎತ್ತಿ ನೋಡುವಂತಹ ನಾಟಕಗಳನ್ನು ಪ್ರದರ್ಶಿಸಬೇಕು. ರಂಗಭೂಮಿ ಕಲಾವಿದರ ಬದುಕು ಅತಂತ್ರವಾಗಿದೆ ಎಂದರು. bbox=[482, 141, 630, 310]
notice-petitioner: G MALLIKARJUNA. bbox=[717, 1229, 786, 1239]
notice-from: From, bbox=[251, 1415, 271, 1425]
tender-date: ದಿನಾಂಕ: 27.03.2025 bbox=[859, 687, 931, 696]
notice-sign-3: JMFC, Court Hospete. bbox=[370, 1443, 445, 1453]
notice-whom: To, WHOMSOEVER IT MAY CONCERN bbox=[289, 1268, 429, 1278]
notice-body-2: Whereas, if any person interested with respect to the above proceedings are hereby noticed to appear in this Court in person or by pleader duly able to answer all material question relating to the said petition on 03/05/2025 at about 11.00 AM., to answer the claim, otherwise the petition will be heard determined Exparte and pass necessary orders in your absence. bbox=[487, 1067, 695, 1125]
notice-case-number: Cri. Misc.Case No:421/2025 bbox=[545, 1220, 637, 1230]
notice-case-number: Cri. Misc.Case No:425/2025 bbox=[313, 952, 405, 962]
story5-headline: ಹೆಣ್ಣಿನ ಜೀವ, ಜೀವನದ ರಕ್ಷಣೆಗಾಗಿ ಮಹಿಳಾ ಗೋಷ್ಠಿಯಲ್ಲಿ ಜಾಗೃತಿ bbox=[480, 520, 819, 539]
masthead bbox=[0, 0, 945, 34]
notice-advocate-2: Advocate, Kampli. bbox=[487, 1166, 548, 1176]
story1-kicker: ಮಂಜುನಾಥ ಮೊರಗೇರಿ bbox=[12, 116, 80, 126]
notice-case-number: Cri. Misc.Case No:424/2025 bbox=[313, 1220, 405, 1230]
notice-body: Whereas the above named Petitioner as a legal heirs has filed the above petition Under Section 13(3) of Registration of Birth and Death Act, seeking the direction of this Court to issue direction to the Respondent to enter the Date of Death of deceased by name GRUDRAMMA W/OGERANNA who died on 01/12/1965 at Patel Nagar, Hospete. bbox=[717, 1009, 929, 1067]
notice-sign-3: JMFC, Court Hospete. bbox=[833, 1443, 908, 1453]
story3-byline: ಹೊಸಪೇಟೆ ಟೈಮ್ಸ್ ನ್ಯೂಸ್ bbox=[12, 754, 90, 764]
court-notice bbox=[244, 1196, 474, 1458]
notice-sign-3: JMFC, Court Hospete. bbox=[600, 1175, 675, 1185]
notice-advocate-2: Advocate, Kampli. bbox=[717, 1166, 778, 1176]
notice-advocate-1: G.Maruthi Singh, bbox=[717, 1156, 775, 1166]
notice-respondent-2: Birth and Deaths, C.M.C Hospete, bbox=[717, 1258, 822, 1268]
notice-court-2: J.M.F.C.AT HOSAPETE. bbox=[317, 942, 401, 952]
notice-court-2: J.M.F.C.AT HOSAPETE. bbox=[781, 1210, 865, 1220]
tender-title: ಟೆಂಡರ್‌ ಪ್ರಕಟಣೆ bbox=[711, 699, 931, 709]
notice-respondent-1: The Commissioner cum Registrar of bbox=[251, 980, 362, 990]
notice-body-2: Whereas, if any person interested with respect to the above proceedings are hereby noticed to appear in this Court in person or by pleader duly able to answer all material question relating to the said petition on 03/05/2025 at about 11.00 AM., to answer the claim, otherwise the petition will be heard determined Exparte and pass necessary orders in your absence. bbox=[717, 1067, 929, 1125]
notice-court-1: IN THE COURT OF PRINCIPAL CIVIL JUDGE & bbox=[506, 933, 676, 942]
story-atal bbox=[10, 956, 240, 1456]
notice-vs: -V/s- bbox=[351, 1239, 367, 1249]
issue-date: ಶನಿವಾರ 29-03-2025 bbox=[12, 9, 153, 27]
notice-body: Whereas the above named Petitioner as a legal heirs has filed the above petition Under Section 13(3) of Registration of Birth and Death Act, seeking the direction of this Court to issue direction to the Respondent to enter the Date of Death of deceased by name G ERANNA S/O NARASAPPA G who died on 09/01/1960 at Patel Nagar, Hospete. bbox=[251, 1277, 467, 1335]
story1-headline-2: ಹೊಳಪು ಹೆಚ್ಚಲಿದೆ : ಶ್ರೀ ಉಜ್ಜಿನಿ ಜಗದ್ಗುರು bbox=[73, 81, 407, 109]
tender-id: ಟೆಂಡರ್ ಸಂಖ್ಯೆ: DMA/2024-25/WS/WORK_INDENT38120. ಅಂದಾಜು ಮೊತ್ತ: 7.08 bbox=[711, 788, 920, 807]
footer-line-2: SACHIDANAND LANE, MAIN BAZAR, HOSAPETE, BALLARI, EDITOR K. M. REKHA . EMAIL : hospettimes@gmail.com Mob No 94484 41484. bbox=[115, 1484, 830, 1495]
footer-line-1: OWNER , PUBLISHER & PRINTER K. M. REKHA PUBLISHED AT HOSPET TIMES, APOORVA OFFSET PRINTERS, SACHIDANAND LANE, MAIN BAZAR, HOSAPETE, BALLARI & PRINTED AT APOORVA OFFSET PRINTERS, bbox=[0, 1468, 1094, 1479]
story5-col2: ಕಂಡವರು, ಕಾವ್ಯ ಸೌಂದರ್ಯದಲ್ಲಿ ಹೆಣ್ಣು ಜಾಗೃತಿ ಬಗ್ಗೆ ಮಾತನಾಡಿದರು. ಅಧ್ಯಕ್ಷತೆ ವಹಿಸಿದ್ದ ಡಾ. ರೇಣುಕಾ ಅವರು, ಸಮಾಜದ ಉನ್ನತಿಗಾಗಿ ಮಹಿಳೆಯರ ಪಾತ್ರ ಮಹತ್ವದ್ದು. ಆದರೆ ಅವರಿಗೆ ಸಮಾನ ಅವಕಾಶ ದೊರೆಯುತ್ತಿಲ್ಲ. ಅಲಂಕಾರಗಳಿಂದ, ಸೌಂದರ್ಯದ ಮೂಲಕವಲ್ಲ ಜ್ಞಾನದಿಂದ ಮಹಿಳೆ ಬೆಳಗಬೇಕು. ನಾಟಕೀಯ ನೇಸರ ಚಿನ್ನ– ಹೊಸ ಮಾದರಿ ಉತ್ಪಾದನೆಗಳ ಬಗ್ಗೆ ಜಾಗೃತಿ ಮೂಡಿಸಲಾಯಿತು. ಕಾರ್ಯಕ್ರಮದಲ್ಲಿ ಪ್ರಮುಖರು ಉಪಸ್ಥಿತರಿದ್ದರು. ಸಾಹಿತ್ಯ ಪರಿಷತ್ ಪದಾಧಿಕಾರಿಗಳು ಭಾಗವಹಿಸಿದ್ದರು. bbox=[536, 661, 700, 769]
